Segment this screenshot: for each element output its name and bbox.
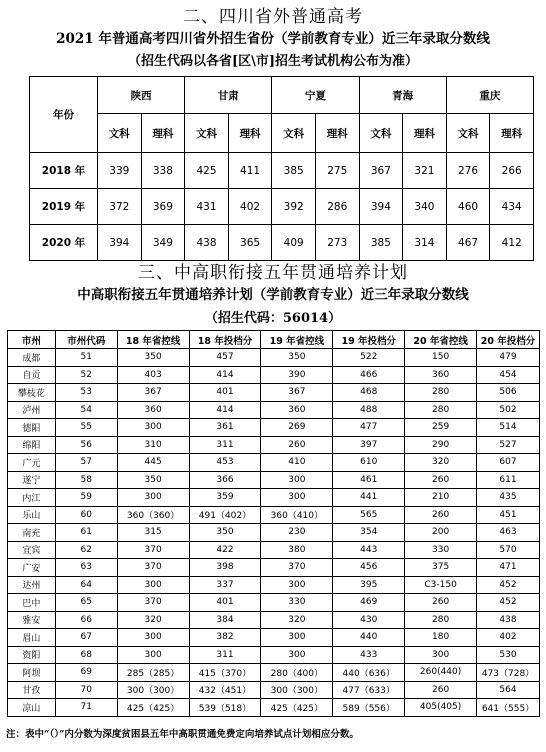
score-cell: 359 — [189, 489, 261, 507]
score-cell: 564 — [477, 681, 540, 699]
score-cell: 415（370） — [189, 664, 261, 682]
subcol-header: 理科 — [490, 114, 534, 153]
score-cell: 411 — [228, 153, 272, 189]
score-cell: 269 — [261, 419, 333, 437]
score-cell: 460 — [446, 189, 490, 225]
score-cell: 290 — [405, 436, 477, 454]
score-cell: 52 — [55, 366, 117, 384]
score-cell: 506 — [477, 384, 540, 402]
score-cell: 273 — [315, 225, 359, 261]
score-cell: 260 — [405, 594, 477, 612]
score-cell: 401 — [189, 384, 261, 402]
score-cell: 522 — [333, 349, 405, 367]
score-cell: 300（300） — [261, 681, 333, 699]
city-cell: 达州 — [8, 576, 56, 594]
score-cell: 360 — [261, 401, 333, 419]
score-cell: 56 — [55, 436, 117, 454]
score-cell: 440 — [333, 629, 405, 647]
score-cell: 438 — [185, 225, 229, 261]
subcol-header: 理科 — [403, 114, 447, 153]
score-cell: 71 — [55, 699, 117, 717]
city-cell: 泸州 — [8, 401, 56, 419]
city-cell: 甘孜 — [8, 681, 56, 699]
score-cell: 280（400） — [261, 664, 333, 682]
score-cell: 360（360） — [117, 506, 189, 524]
column-header: 18 年投档分 — [189, 331, 261, 349]
table-row — [8, 664, 540, 682]
year-cell: 2020 年 — [30, 225, 98, 261]
score-cell: 414 — [189, 366, 261, 384]
score-cell: 320 — [261, 611, 333, 629]
score-cell: 453 — [189, 454, 261, 472]
table-row — [30, 225, 534, 261]
city-cell: 内江 — [8, 489, 56, 507]
score-cell: 315 — [117, 524, 189, 542]
score-cell: 514 — [477, 419, 540, 437]
city-cell: 宜宾 — [8, 541, 56, 559]
score-cell: 441 — [333, 489, 405, 507]
subcol-header: 理科 — [228, 114, 272, 153]
score-cell: 63 — [55, 559, 117, 577]
score-cell: 370 — [117, 559, 189, 577]
subcol-header: 文科 — [185, 114, 229, 153]
score-cell: 260 — [405, 471, 477, 489]
score-cell: 466 — [333, 366, 405, 384]
score-cell: 285（285） — [117, 664, 189, 682]
score-cell: 394 — [359, 189, 403, 225]
section2-heading: 三、中高职衔接五年贯通培养计划 — [138, 263, 408, 283]
city-cell: 凉山 — [8, 699, 56, 717]
section1-note: （招生代码以各省[区\市]招生考试机构公布为准） — [127, 54, 419, 69]
score-cell: 300 — [261, 646, 333, 664]
table-row — [8, 559, 540, 577]
score-cell: 300 — [405, 646, 477, 664]
score-cell: 488 — [333, 401, 405, 419]
score-cell: 401 — [189, 594, 261, 612]
city-cell: 绵阳 — [8, 436, 56, 454]
table-row — [8, 471, 540, 489]
score-cell: 266 — [490, 153, 534, 189]
table-row — [8, 541, 540, 559]
score-cell: 337 — [189, 576, 261, 594]
province-header: 青海 — [359, 77, 446, 114]
score-cell: 367 — [117, 384, 189, 402]
score-cell: 69 — [55, 664, 117, 682]
city-cell: 资阳 — [8, 646, 56, 664]
table-row — [8, 384, 540, 402]
score-cell: 433 — [333, 646, 405, 664]
score-cell: 51 — [55, 349, 117, 367]
score-cell: 367 — [261, 384, 333, 402]
score-cell: 300 — [117, 419, 189, 437]
score-cell: 410 — [261, 454, 333, 472]
score-cell: 380 — [261, 541, 333, 559]
table-row — [8, 629, 540, 647]
column-header: 市州 — [8, 331, 56, 349]
score-cell: 370 — [261, 559, 333, 577]
score-cell: 300 — [117, 576, 189, 594]
score-cell: 435 — [477, 489, 540, 507]
score-cell: 375 — [405, 559, 477, 577]
score-cell: 60 — [55, 506, 117, 524]
score-cell: 402 — [477, 629, 540, 647]
score-cell: 425（425） — [117, 699, 189, 717]
table-row — [8, 576, 540, 594]
score-cell: 53 — [55, 384, 117, 402]
table-row — [8, 611, 540, 629]
score-cell: 70 — [55, 681, 117, 699]
column-header: 19 年省控线 — [261, 331, 333, 349]
score-cell: 425（425） — [261, 699, 333, 717]
year-cell: 2019 年 — [30, 189, 98, 225]
city-cell: 雅安 — [8, 611, 56, 629]
score-cell: 360 — [117, 401, 189, 419]
score-cell: 150 — [405, 349, 477, 367]
score-cell: 539（518） — [189, 699, 261, 717]
score-cell: 57 — [55, 454, 117, 472]
score-cell: 434 — [490, 189, 534, 225]
score-cell: 452 — [477, 594, 540, 612]
score-cell: 422 — [189, 541, 261, 559]
score-cell: 300（300） — [117, 681, 189, 699]
city-cell: 遂宁 — [8, 471, 56, 489]
score-cell: 397 — [333, 436, 405, 454]
column-header: 19 年投档分 — [333, 331, 405, 349]
city-cell: 眉山 — [8, 629, 56, 647]
score-cell: 360（410） — [261, 506, 333, 524]
score-cell: 405(405) — [405, 699, 477, 717]
score-cell: 432（451） — [189, 681, 261, 699]
score-cell: 445 — [117, 454, 189, 472]
score-cell: 382 — [189, 629, 261, 647]
score-cell: 68 — [55, 646, 117, 664]
score-cell: 412 — [490, 225, 534, 261]
score-cell: 477 — [333, 419, 405, 437]
score-cell: 300 — [261, 576, 333, 594]
city-cell: 攀枝花 — [8, 384, 56, 402]
score-cell: 479 — [477, 349, 540, 367]
subcol-header: 文科 — [446, 114, 490, 153]
score-cell: 369 — [141, 189, 185, 225]
city-cell: 南充 — [8, 524, 56, 542]
subcol-header: 理科 — [315, 114, 359, 153]
score-cell: 260 — [405, 681, 477, 699]
score-cell: 339 — [98, 153, 142, 189]
score-cell: 300 — [117, 646, 189, 664]
score-cell: 451 — [477, 506, 540, 524]
city-cell: 乐山 — [8, 506, 56, 524]
score-cell: 65 — [55, 594, 117, 612]
score-cell: 452 — [477, 576, 540, 594]
table-row — [8, 506, 540, 524]
score-cell: 280 — [405, 611, 477, 629]
score-cell: 390 — [261, 366, 333, 384]
score-cell: 607 — [477, 454, 540, 472]
score-cell: 456 — [333, 559, 405, 577]
score-cell: 443 — [333, 541, 405, 559]
table-row — [8, 524, 540, 542]
table-row — [30, 153, 534, 189]
score-cell: 366 — [189, 471, 261, 489]
score-cell: 260 — [261, 436, 333, 454]
score-cell: 54 — [55, 401, 117, 419]
score-cell: 565 — [333, 506, 405, 524]
score-cell: 330 — [261, 594, 333, 612]
table-row — [8, 366, 540, 384]
score-cell: 275 — [315, 153, 359, 189]
score-cell: 370 — [117, 594, 189, 612]
score-cell: 280 — [405, 401, 477, 419]
score-cell: 58 — [55, 471, 117, 489]
score-cell: 286 — [315, 189, 359, 225]
score-cell: 300 — [261, 489, 333, 507]
score-cell: 180 — [405, 629, 477, 647]
score-cell: 66 — [55, 611, 117, 629]
score-cell: 314 — [403, 225, 447, 261]
score-cell: 230 — [261, 524, 333, 542]
score-cell: 367 — [359, 153, 403, 189]
score-cell: 321 — [403, 153, 447, 189]
score-cell: 431 — [185, 189, 229, 225]
score-cell: 469 — [333, 594, 405, 612]
score-cell: 471 — [477, 559, 540, 577]
score-cell: 610 — [333, 454, 405, 472]
score-cell: 611 — [477, 471, 540, 489]
score-cell: 414 — [189, 401, 261, 419]
score-cell: 61 — [55, 524, 117, 542]
subcol-header: 文科 — [359, 114, 403, 153]
column-header: 20 年省控线 — [405, 331, 477, 349]
score-cell: 502 — [477, 401, 540, 419]
score-cell: 438 — [477, 611, 540, 629]
score-cell: 403 — [117, 366, 189, 384]
score-cell: 491（402） — [189, 506, 261, 524]
score-cell: 457 — [189, 349, 261, 367]
score-cell: 59 — [55, 489, 117, 507]
score-cell: 67 — [55, 629, 117, 647]
score-cell: 570 — [477, 541, 540, 559]
score-cell: 370 — [117, 541, 189, 559]
score-cell: 260(440) — [405, 664, 477, 682]
score-cell: 589（556） — [333, 699, 405, 717]
table-row — [8, 681, 540, 699]
score-cell: 454 — [477, 366, 540, 384]
score-cell: 300 — [261, 629, 333, 647]
section1-heading: 二、四川省外普通高考 — [183, 7, 363, 27]
table-row — [8, 419, 540, 437]
score-cell: 300 — [117, 629, 189, 647]
score-cell: 402 — [228, 189, 272, 225]
column-header: 18 年省控线 — [117, 331, 189, 349]
score-cell: 311 — [189, 436, 261, 454]
score-cell: 360 — [405, 366, 477, 384]
score-cell: 468 — [333, 384, 405, 402]
score-cell: 350 — [117, 349, 189, 367]
score-cell: 361 — [189, 419, 261, 437]
score-cell: 350 — [189, 524, 261, 542]
score-cell: 259 — [405, 419, 477, 437]
score-cell: 280 — [405, 384, 477, 402]
province-header: 陕西 — [98, 77, 185, 114]
score-cell: 473（728） — [477, 664, 540, 682]
score-cell: 62 — [55, 541, 117, 559]
province-score-table — [29, 76, 534, 261]
table-row — [8, 401, 540, 419]
column-header: 20 年投档分 — [477, 331, 540, 349]
score-cell: 64 — [55, 576, 117, 594]
city-cell: 自贡 — [8, 366, 56, 384]
score-cell: 372 — [98, 189, 142, 225]
column-header: 市州代码 — [55, 331, 117, 349]
city-cell: 广安 — [8, 559, 56, 577]
score-cell: 463 — [477, 524, 540, 542]
section1-subheading: 2021 年普通高考四川省外招生省份（学前教育专业）近三年录取分数线 — [56, 31, 490, 47]
city-cell: 广元 — [8, 454, 56, 472]
score-cell: 392 — [272, 189, 316, 225]
city-score-table — [7, 330, 540, 717]
score-cell: 310 — [117, 436, 189, 454]
province-header: 宁夏 — [272, 77, 359, 114]
score-cell: 350 — [261, 349, 333, 367]
table-row — [8, 436, 540, 454]
year-header: 年份 — [30, 77, 98, 153]
score-cell: 530 — [477, 646, 540, 664]
table-row — [8, 349, 540, 367]
city-cell: 阿坝 — [8, 664, 56, 682]
score-cell: 320 — [405, 454, 477, 472]
score-cell: 200 — [405, 524, 477, 542]
table-row — [8, 594, 540, 612]
score-cell: 384 — [189, 611, 261, 629]
score-cell: 385 — [359, 225, 403, 261]
table-row — [8, 699, 540, 717]
table-row — [8, 454, 540, 472]
score-cell: 394 — [98, 225, 142, 261]
score-cell: 398 — [189, 559, 261, 577]
score-cell: 461 — [333, 471, 405, 489]
score-cell: 425 — [185, 153, 229, 189]
footnote: 注：表中“（）”内分数为深度贫困县五年中高职贯通免费定向培养试点计划相应分数。 — [6, 729, 359, 740]
score-cell: 260 — [405, 506, 477, 524]
score-cell: 477（633） — [333, 681, 405, 699]
score-cell: 350 — [117, 471, 189, 489]
score-cell: 300 — [261, 471, 333, 489]
city-cell: 巴中 — [8, 594, 56, 612]
score-cell: 365 — [228, 225, 272, 261]
score-cell: 430 — [333, 611, 405, 629]
table-row — [8, 646, 540, 664]
city-cell: 德阳 — [8, 419, 56, 437]
score-cell: 210 — [405, 489, 477, 507]
score-cell: 641（555） — [477, 699, 540, 717]
subcol-header: 文科 — [98, 114, 142, 153]
subcol-header: 文科 — [272, 114, 316, 153]
score-cell: 320 — [117, 611, 189, 629]
score-cell: 409 — [272, 225, 316, 261]
score-cell: 467 — [446, 225, 490, 261]
section2-code-note: （招生代码：56014） — [204, 311, 342, 326]
score-cell: 340 — [403, 189, 447, 225]
table-row — [30, 189, 534, 225]
score-cell: 527 — [477, 436, 540, 454]
score-cell: 330 — [405, 541, 477, 559]
score-cell: 338 — [141, 153, 185, 189]
score-cell: 349 — [141, 225, 185, 261]
province-header: 重庆 — [446, 77, 533, 114]
score-cell: 385 — [272, 153, 316, 189]
score-cell: C3-150 — [405, 576, 477, 594]
year-cell: 2018 年 — [30, 153, 98, 189]
score-cell: 440（636） — [333, 664, 405, 682]
score-cell: 300 — [117, 489, 189, 507]
province-header: 甘肃 — [185, 77, 272, 114]
score-cell: 311 — [189, 646, 261, 664]
city-cell: 成都 — [8, 349, 56, 367]
table-row — [8, 489, 540, 507]
score-cell: 55 — [55, 419, 117, 437]
score-cell: 395 — [333, 576, 405, 594]
subcol-header: 理科 — [141, 114, 185, 153]
score-cell: 276 — [446, 153, 490, 189]
score-cell: 354 — [333, 524, 405, 542]
section2-subheading: 中高职衔接五年贯通培养计划（学前教育专业）近三年录取分数线 — [77, 287, 469, 303]
